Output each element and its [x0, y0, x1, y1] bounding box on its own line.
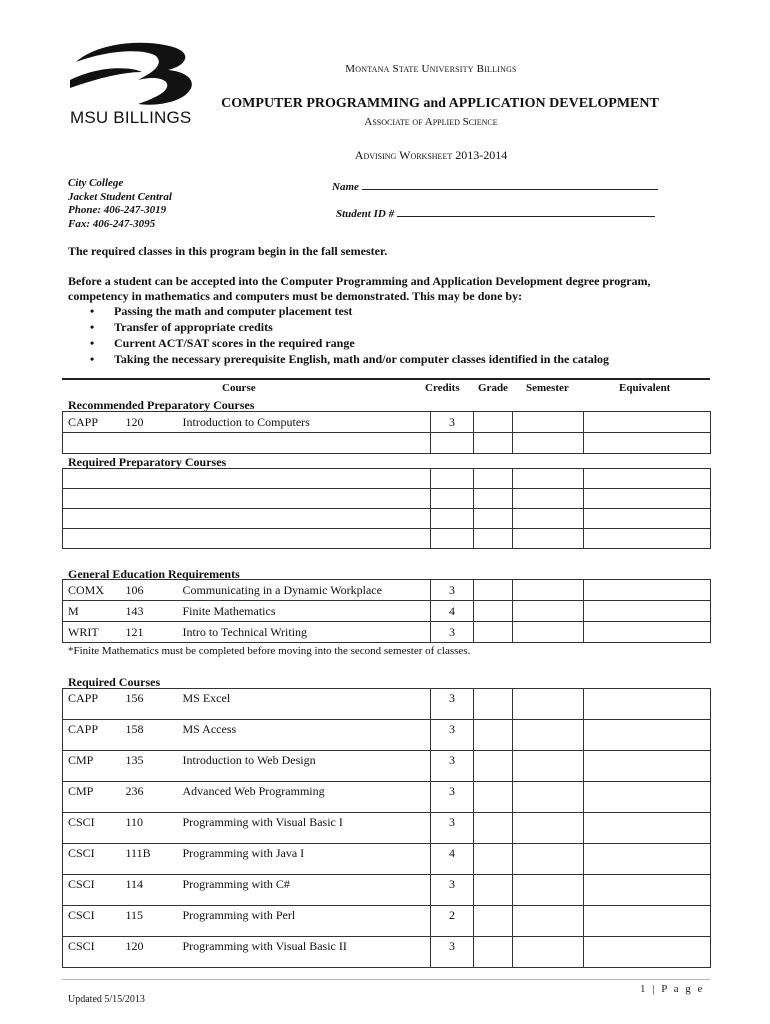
course-cell[interactable]: [63, 529, 431, 549]
course-title: Programming with Java I: [183, 844, 431, 875]
worksheet-title: Advising Worksheet 2013-2014: [354, 148, 508, 162]
equivalent-cell[interactable]: [584, 433, 711, 454]
equivalent-cell[interactable]: [584, 906, 711, 937]
university-name: Montana State University Billings: [345, 63, 517, 75]
course-dept: M: [63, 601, 126, 622]
course-number: 106: [126, 580, 183, 601]
table-row: [63, 689, 711, 720]
course-credits: 3: [431, 720, 474, 751]
semester-cell[interactable]: [513, 782, 584, 813]
table-row: [63, 937, 711, 968]
course-credits[interactable]: [431, 433, 474, 454]
equivalent-cell[interactable]: [584, 689, 711, 720]
column-header-grade: Grade: [478, 382, 508, 394]
semester-cell[interactable]: [513, 622, 584, 643]
semester-cell[interactable]: [513, 937, 584, 968]
semester-cell[interactable]: [513, 875, 584, 906]
course-number: 114: [126, 875, 183, 906]
equivalent-cell[interactable]: [584, 412, 711, 433]
contact-phone: Phone: 406-247-3019: [68, 204, 167, 216]
credits-cell[interactable]: [431, 489, 474, 509]
contact-fax: Fax: 406-247-3095: [68, 217, 156, 230]
competency-list: [68, 303, 609, 367]
updated-date: Updated 5/15/2013: [68, 994, 145, 1005]
grade-cell[interactable]: [474, 601, 513, 622]
course-dept: CSCI: [63, 937, 126, 968]
course-credits: 3: [431, 580, 474, 601]
student-id-label: Student ID #: [336, 208, 395, 220]
semester-cell[interactable]: [513, 813, 584, 844]
table-row: [63, 782, 711, 813]
finite-math-note: *Finite Mathematics must be completed before moving into the second semester of classes.: [68, 645, 471, 657]
course-credits: 3: [431, 813, 474, 844]
grade-cell[interactable]: [474, 720, 513, 751]
course-cell[interactable]: [63, 509, 431, 529]
grade-cell[interactable]: [474, 509, 513, 529]
course-credits: 3: [431, 622, 474, 643]
section-label-recommended: Recommended Preparatory Courses: [68, 398, 255, 412]
course-cell[interactable]: [63, 469, 431, 489]
table-row: [63, 469, 711, 489]
course-number: 156: [126, 689, 183, 720]
course-credits: 3: [431, 875, 474, 906]
course-title: Programming with Visual Basic II: [183, 937, 431, 968]
equivalent-cell[interactable]: [584, 720, 711, 751]
credits-cell[interactable]: [431, 529, 474, 549]
list-item: • Taking the necessary prerequisite English, math and/or computer classes identified in the catalog: [68, 351, 609, 367]
column-header-credits: Credits: [425, 382, 460, 394]
credits-cell[interactable]: [431, 509, 474, 529]
course-number: 135: [126, 751, 183, 782]
semester-cell[interactable]: [513, 433, 584, 454]
required-courses-table: [62, 688, 711, 968]
contact-line: City College: [68, 177, 124, 189]
header-rule: [62, 378, 710, 380]
semester-cell[interactable]: [513, 906, 584, 937]
table-row: [63, 844, 711, 875]
course-title: Introduction to Web Design: [183, 751, 431, 782]
equivalent-cell[interactable]: [584, 529, 711, 549]
table-row: [63, 433, 711, 454]
list-item: • Current ACT/SAT scores in the required range: [68, 335, 609, 351]
course-dept: CSCI: [63, 844, 126, 875]
table-row: [63, 489, 711, 509]
column-header-equivalent: Equivalent: [619, 382, 671, 394]
course-number: 120: [126, 412, 183, 433]
course-cell[interactable]: [63, 489, 431, 509]
logo-text: MSU BILLINGS: [70, 108, 192, 127]
degree-subtitle: Associate of Applied Science: [364, 116, 498, 128]
grade-cell[interactable]: [474, 875, 513, 906]
course-dept: WRIT: [63, 622, 126, 643]
requirements-paragraph-line2: competency in mathematics and computers must be demonstrated. This may be done by:: [68, 289, 523, 303]
equivalent-cell[interactable]: [584, 844, 711, 875]
footer-rule: [62, 979, 710, 980]
equivalent-cell[interactable]: [584, 813, 711, 844]
semester-cell[interactable]: [513, 601, 584, 622]
equivalent-cell[interactable]: [584, 937, 711, 968]
name-blank[interactable]: [362, 178, 658, 190]
course-dept: CSCI: [63, 906, 126, 937]
equivalent-cell[interactable]: [584, 509, 711, 529]
course-dept: COMX: [63, 580, 126, 601]
table-row: [63, 813, 711, 844]
table-row: [63, 751, 711, 782]
table-row: [63, 875, 711, 906]
table-row: [63, 580, 711, 601]
equivalent-cell[interactable]: [584, 875, 711, 906]
column-header-semester: Semester: [526, 382, 569, 394]
course-credits: 2: [431, 906, 474, 937]
grade-cell[interactable]: [474, 412, 513, 433]
equivalent-cell[interactable]: [584, 622, 711, 643]
equivalent-cell[interactable]: [584, 782, 711, 813]
credits-cell[interactable]: [431, 469, 474, 489]
course-number: 143: [126, 601, 183, 622]
course-title: Finite Mathematics: [183, 601, 431, 622]
course-number: 110: [126, 813, 183, 844]
course-number: 115: [126, 906, 183, 937]
course-number: 120: [126, 937, 183, 968]
course-title: Programming with Perl: [183, 906, 431, 937]
contact-block: [68, 177, 172, 231]
course-title: Communicating in a Dynamic Workplace: [183, 580, 431, 601]
semester-cell[interactable]: [513, 529, 584, 549]
grade-cell[interactable]: [474, 782, 513, 813]
course-number: 158: [126, 720, 183, 751]
course-title: Intro to Technical Writing: [183, 622, 431, 643]
semester-cell[interactable]: [513, 844, 584, 875]
table-row: [63, 906, 711, 937]
table-row: [63, 622, 711, 643]
grade-cell[interactable]: [474, 813, 513, 844]
course-dept: CSCI: [63, 875, 126, 906]
name-field[interactable]: [332, 178, 658, 193]
semester-cell[interactable]: [513, 509, 584, 529]
grade-cell[interactable]: [474, 433, 513, 454]
table-row: [63, 529, 711, 549]
course-credits: 4: [431, 844, 474, 875]
grade-cell[interactable]: [474, 937, 513, 968]
course-dept: CAPP: [63, 412, 126, 433]
course-credits: 3: [431, 751, 474, 782]
name-label: Name: [332, 181, 359, 193]
grade-cell[interactable]: [474, 489, 513, 509]
course-dept: CSCI: [63, 813, 126, 844]
equivalent-cell[interactable]: [584, 469, 711, 489]
course-number: 121: [126, 622, 183, 643]
grade-cell[interactable]: [474, 469, 513, 489]
course-title: Programming with C#: [183, 875, 431, 906]
table-row: [63, 720, 711, 751]
semester-cell[interactable]: [513, 469, 584, 489]
course-number: 236: [126, 782, 183, 813]
equivalent-cell[interactable]: [584, 489, 711, 509]
course-credits: 3: [431, 689, 474, 720]
course-number[interactable]: [126, 433, 183, 454]
course-dept: CAPP: [63, 689, 126, 720]
course-title: Introduction to Computers: [183, 412, 431, 433]
required-prep-table: [62, 468, 711, 549]
course-dept: CMP: [63, 751, 126, 782]
equivalent-cell[interactable]: [584, 601, 711, 622]
recommended-courses-table: [62, 411, 711, 454]
semester-cell[interactable]: [513, 580, 584, 601]
grade-cell[interactable]: [474, 751, 513, 782]
grade-cell[interactable]: [474, 689, 513, 720]
table-row: [63, 509, 711, 529]
section-label-gen-ed: General Education Requirements: [68, 567, 240, 581]
course-credits: 4: [431, 601, 474, 622]
equivalent-cell[interactable]: [584, 580, 711, 601]
semester-cell[interactable]: [513, 412, 584, 433]
course-title: MS Excel: [183, 689, 431, 720]
course-title: Advanced Web Programming: [183, 782, 431, 813]
requirements-paragraph-line1: Before a student can be accepted into the Computer Programming and Application Development degree program,: [68, 274, 651, 288]
semester-cell[interactable]: [513, 489, 584, 509]
section-label-required-prep: Required Preparatory Courses: [68, 455, 227, 469]
grade-cell[interactable]: [474, 844, 513, 875]
course-credits: 3: [431, 412, 474, 433]
page-title: COMPUTER PROGRAMMING and APPLICATION DEVELOPMENT: [221, 96, 659, 111]
intro-paragraph: The required classes in this program begin in the fall semester.: [68, 244, 388, 258]
section-label-required: Required Courses: [68, 675, 161, 689]
semester-cell[interactable]: [513, 689, 584, 720]
student-id-field[interactable]: [336, 205, 655, 220]
grade-cell[interactable]: [474, 622, 513, 643]
course-dept: CMP: [63, 782, 126, 813]
grade-cell[interactable]: [474, 529, 513, 549]
table-row: [63, 412, 711, 433]
table-row: [63, 601, 711, 622]
course-credits: 3: [431, 937, 474, 968]
course-title: Programming with Visual Basic I: [183, 813, 431, 844]
column-header-course: Course: [222, 382, 256, 394]
semester-cell[interactable]: [513, 751, 584, 782]
gen-ed-table: [62, 579, 711, 643]
list-item: • Transfer of appropriate credits: [68, 319, 609, 335]
semester-cell[interactable]: [513, 720, 584, 751]
course-title[interactable]: [183, 433, 431, 454]
course-number: 111B: [126, 844, 183, 875]
grade-cell[interactable]: [474, 580, 513, 601]
list-item: • Passing the math and computer placement test: [68, 303, 609, 319]
course-title: MS Access: [183, 720, 431, 751]
course-dept: CAPP: [63, 720, 126, 751]
grade-cell[interactable]: [474, 906, 513, 937]
contact-line: Jacket Student Central: [68, 190, 172, 203]
page-number: 1 | P a g e: [640, 983, 705, 995]
equivalent-cell[interactable]: [584, 751, 711, 782]
course-credits: 3: [431, 782, 474, 813]
student-id-blank[interactable]: [397, 205, 655, 217]
course-dept[interactable]: [63, 433, 126, 454]
